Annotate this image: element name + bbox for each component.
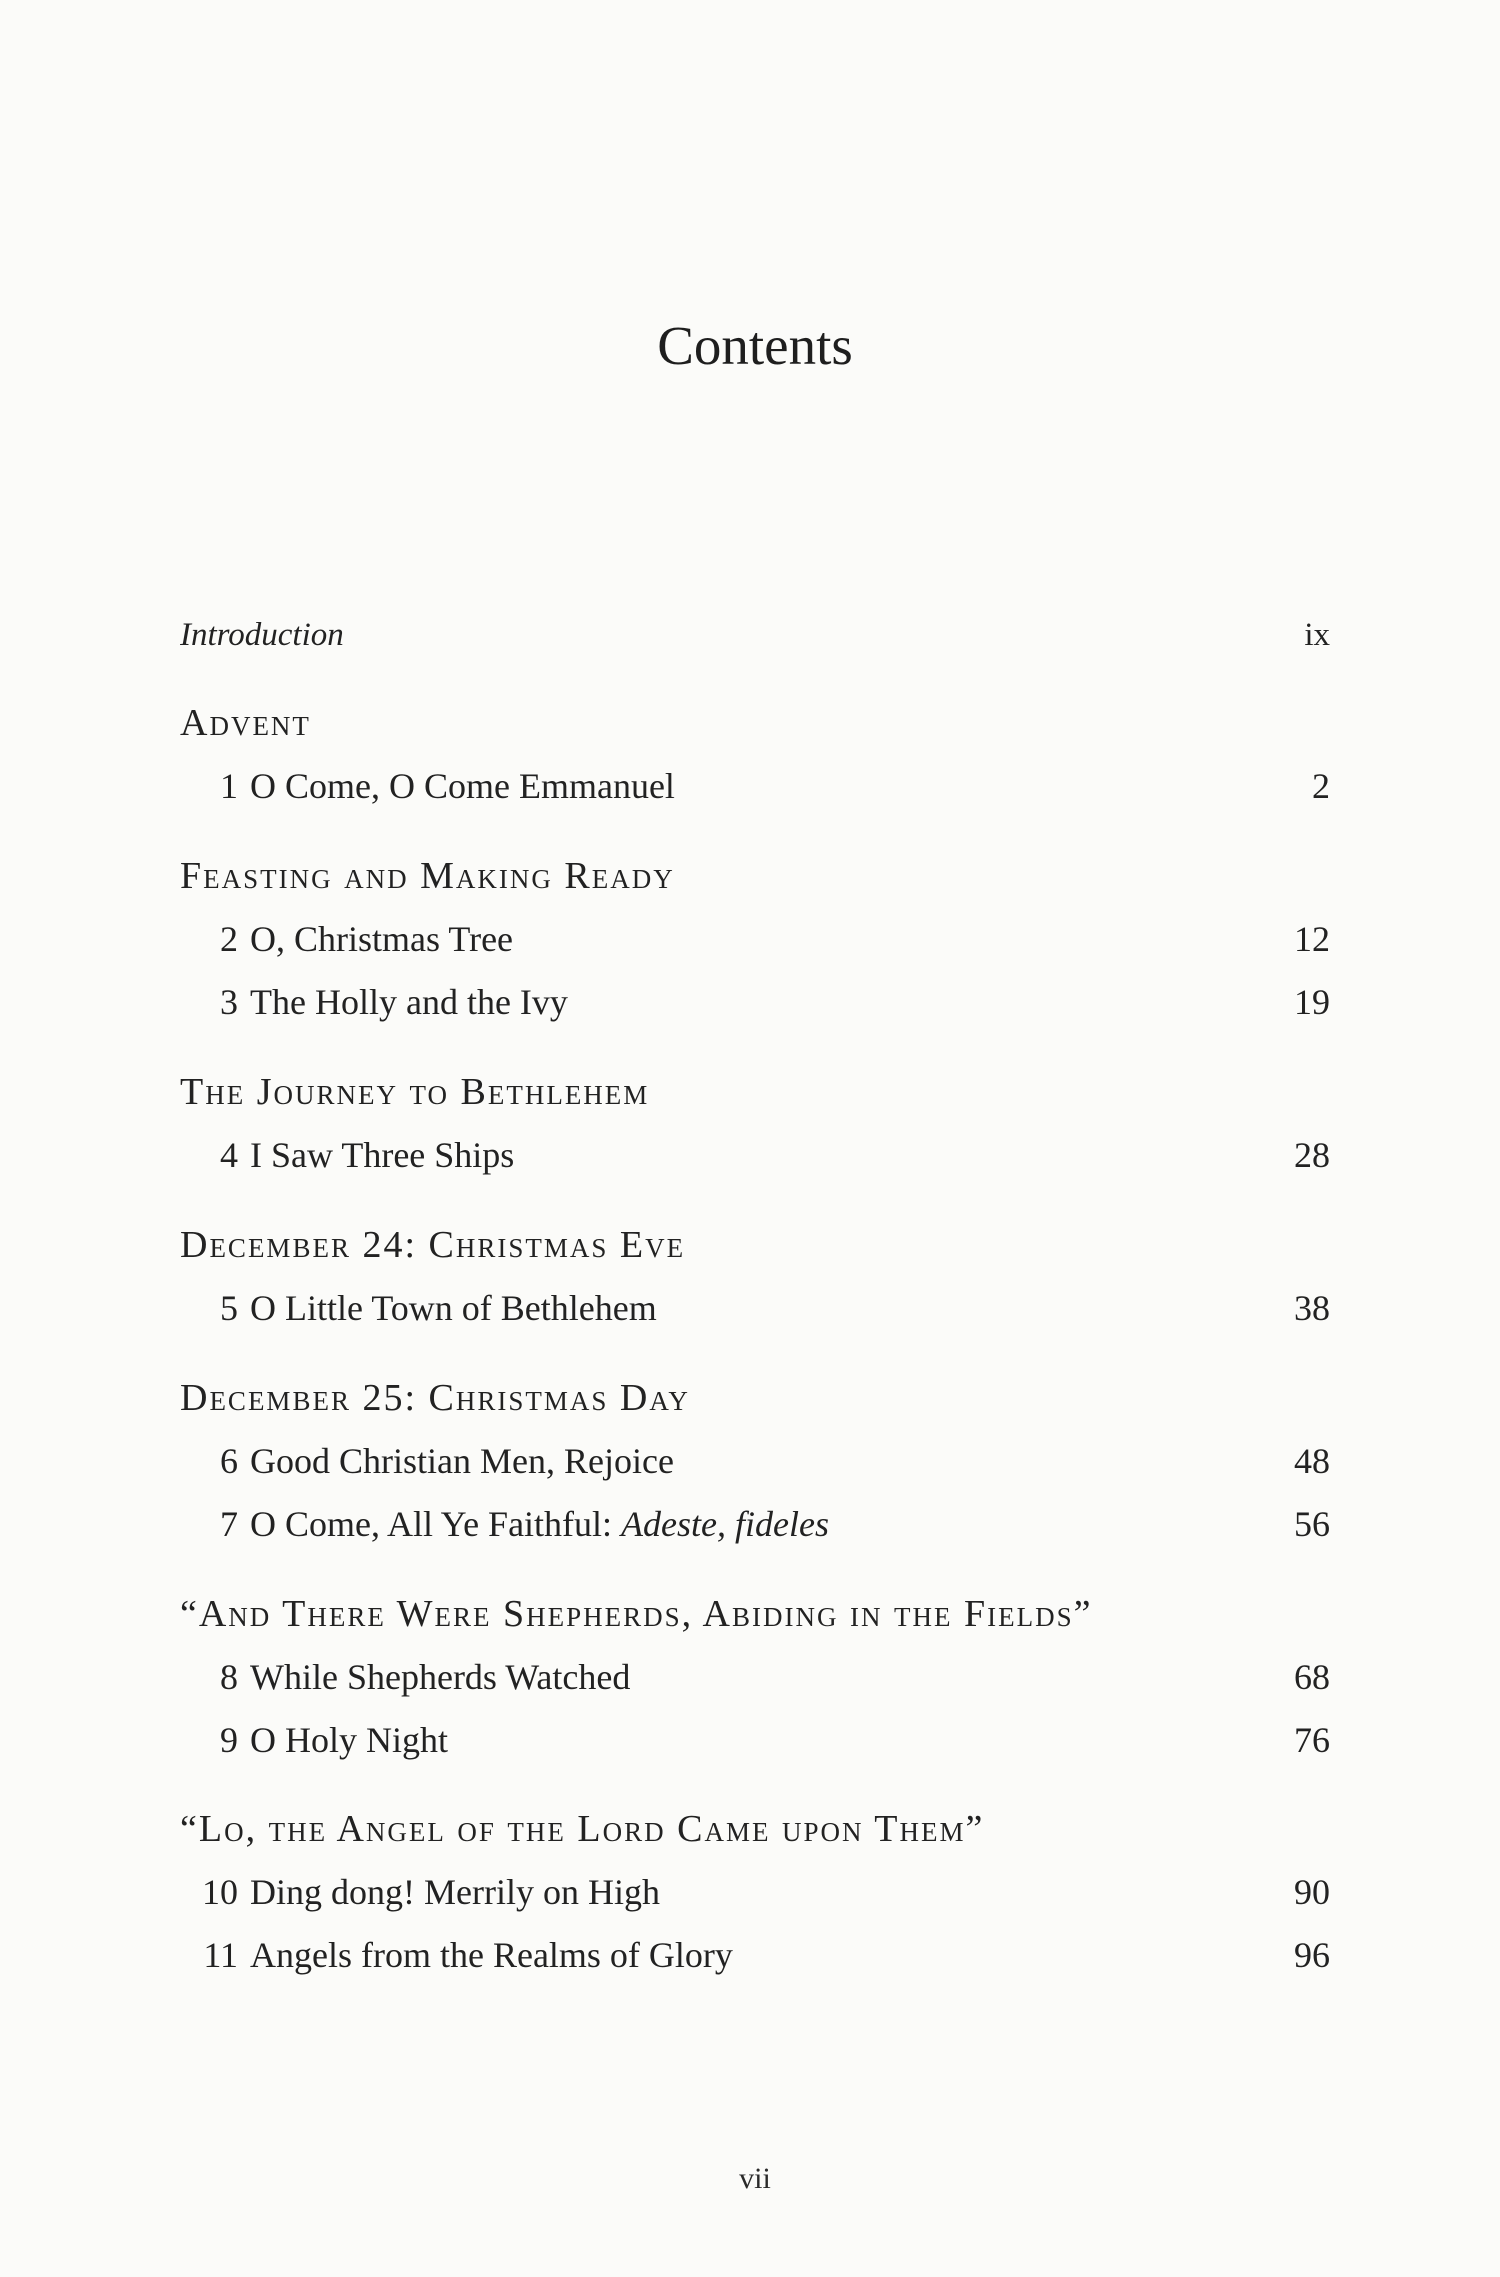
toc-entry-number: 1 [220, 766, 238, 806]
toc-entry[interactable] [180, 758, 1330, 814]
toc-entry-page: ix [1304, 617, 1330, 653]
toc-entry-page: 96 [1294, 1935, 1330, 1975]
toc-entry-title: Ding dong! Merrily on High [250, 1872, 660, 1912]
toc-entry[interactable] [180, 1864, 1330, 1920]
toc-entry[interactable] [180, 974, 1330, 1030]
toc-entry[interactable] [180, 1280, 1330, 1336]
toc-entry[interactable] [180, 1649, 1330, 1705]
toc-entry-title: Introduction [180, 617, 344, 653]
toc-entry-page: 68 [1294, 1657, 1330, 1697]
section-heading: December 25: Christmas Day [180, 1377, 690, 1419]
toc-entry-number: 11 [203, 1935, 238, 1975]
toc-entry-number: 10 [202, 1872, 238, 1912]
toc-entry-page: 19 [1294, 982, 1330, 1022]
toc-entry-page: 56 [1294, 1504, 1330, 1544]
toc-entry-title: O Holy Night [250, 1720, 448, 1760]
toc-entry-title: Good Christian Men, Rejoice [250, 1441, 674, 1481]
toc-entry-page: 38 [1294, 1288, 1330, 1328]
section-heading: Feasting and Making Ready [180, 855, 675, 897]
toc-entry[interactable] [180, 1127, 1330, 1183]
toc-entry-title: I Saw Three Ships [250, 1135, 515, 1175]
toc-entry-page: 90 [1294, 1872, 1330, 1912]
toc-entry-title: While Shepherds Watched [250, 1657, 631, 1697]
toc-entry-introduction[interactable] [180, 607, 1330, 663]
toc-entry-page: 76 [1294, 1720, 1330, 1760]
toc-entry-page: 28 [1294, 1135, 1330, 1175]
toc-entry-title: O, Christmas Tree [250, 919, 514, 959]
page-number: vii [739, 2162, 771, 2195]
toc-entry[interactable] [180, 1496, 1330, 1552]
toc-entry-title: O Come, O Come Emmanuel [250, 766, 675, 806]
toc-entry-title: O Little Town of Bethlehem [250, 1288, 657, 1328]
section-heading: “And There Were Shepherds, Abiding in the Fields” [180, 1593, 1093, 1635]
toc-entry-number: 7 [220, 1504, 238, 1544]
toc-entry-page: 48 [1294, 1441, 1330, 1481]
page-title: Contents [657, 315, 853, 376]
toc-entry-number: 6 [220, 1441, 238, 1481]
toc-entry[interactable] [180, 1433, 1330, 1489]
toc-entry-page: 2 [1312, 766, 1330, 806]
section-heading: The Journey to Bethlehem [180, 1071, 650, 1113]
toc-entry-number: 2 [220, 919, 238, 959]
toc-entry-number: 3 [220, 982, 238, 1022]
toc-entry[interactable] [180, 1712, 1330, 1768]
toc-entry[interactable] [180, 911, 1330, 967]
toc-entry-number: 8 [220, 1657, 238, 1697]
toc-entry-number: 4 [220, 1135, 238, 1175]
toc-entry-title: O Come, All Ye Faithful: Adeste, fideles [250, 1504, 829, 1544]
toc-entry-page: 12 [1294, 919, 1330, 959]
toc-entry-number: 5 [220, 1288, 238, 1328]
section-heading: Advent [180, 702, 311, 744]
section-heading: “Lo, the Angel of the Lord Came upon Them” [180, 1808, 985, 1850]
section-heading: December 24: Christmas Eve [180, 1224, 686, 1266]
toc-entry-number: 9 [220, 1720, 238, 1760]
toc-entry-title: The Holly and the Ivy [250, 982, 568, 1022]
toc-entry[interactable] [180, 1927, 1330, 1983]
toc-entry-title: Angels from the Realms of Glory [250, 1935, 733, 1975]
